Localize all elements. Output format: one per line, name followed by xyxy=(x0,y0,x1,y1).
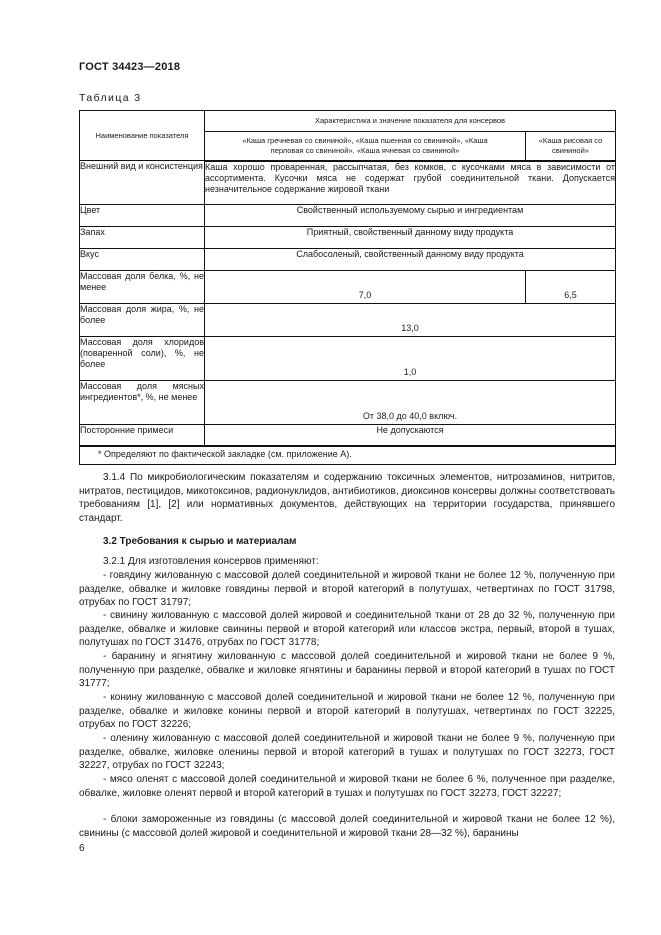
table-row xyxy=(80,205,616,227)
page-number: 6 xyxy=(79,843,85,854)
table-row xyxy=(80,271,616,304)
row-name: Внешний вид и консистенция xyxy=(80,161,205,205)
row-value: 1,0 xyxy=(205,337,616,381)
list-item-frozen-blocks: - блоки замороженные из говядины (с массовой долей соединительной и жировой ткани не более 12 %), свинины (с массовой долей жировой и соединительной и жировой ткани 28—32 %), баранины xyxy=(79,814,615,839)
row-value: Не допускаются xyxy=(205,425,616,446)
header-name-column: Наименование показателя xyxy=(80,111,205,161)
row-name: Массовая доля жира, %, не более xyxy=(80,304,205,337)
row-value-group-2: 6,5 xyxy=(526,271,616,304)
table-row xyxy=(80,381,616,425)
header-characteristic: Характеристика и значение показателя для консервов xyxy=(205,111,616,132)
header-group-2: «Каша рисовая со свининой» xyxy=(526,132,616,161)
standard-title: ГОСТ 34423—2018 xyxy=(79,61,181,73)
paragraph-3-2-1: 3.2.1 Для изготовления консервов применяют: xyxy=(103,556,319,567)
list-item-fawn: - мясо оленят с массовой долей соединительной и жировой ткани не более 6 %, полученное при разделке, обвалке, жиловке оленят первой и второй категорий в тушах и полутушах по ГОСТ 32273, ГОСТ 32227; xyxy=(79,774,615,799)
row-value: Каша хорошо проваренная, рассыпчатая, без комков, с кусочками мяса в зависимости от ассортимента. Кусочки мяса не содержат грубой соединительной ткани. Допускается незначительное содержание жировой ткани xyxy=(205,161,616,205)
paragraph-3-1-4: 3.1.4 По микробиологическим показателям и содержанию токсичных элементов, нитрозаминов, нитритов, нитратов, пестицидов, микотоксинов, радионуклидов, антибиотиков, диоксинов консервы должны соответствовать требованиям [1], [2] или нормативных документов, действующих на территории государства, принявшего стандарт. xyxy=(79,472,615,524)
row-value: Приятный, свойственный данному виду продукта xyxy=(205,227,616,249)
table-row xyxy=(80,425,616,446)
table-caption: Таблица 3 xyxy=(79,92,142,104)
table-row xyxy=(80,161,616,205)
row-value: Слабосоленый, свойственный данному виду продукта xyxy=(205,249,616,271)
row-name: Вкус xyxy=(80,249,205,271)
row-value: 13,0 xyxy=(205,304,616,337)
row-name: Массовая доля мясных ингредиентов*, %, не менее xyxy=(80,381,205,425)
row-name: Массовая доля хлоридов (поваренной соли), %, не более xyxy=(80,337,205,381)
row-name: Массовая доля белка, %, не менее xyxy=(80,271,205,304)
list-item-lamb: - баранину и ягнятину жилованную с массовой долей соединительной и жировой ткани не более 9 %, полученную при разделке, обвалке и жиловке ягнятины и баранины первой и второй категорий в тушах по ГОСТ 31777; xyxy=(79,651,615,690)
list-item-pork: - свинину жилованную с массовой долей жировой и соединительной ткани от 28 до 32 %, полученную при разделке, обвалке и жиловке свинины первой и второй категорий или классов экстра, первый, второй в тушах, полутушах по ГОСТ 31476, отрубах по ГОСТ 31778; xyxy=(79,610,615,649)
row-name: Посторонние примеси xyxy=(80,425,205,446)
list-item-horse: - конину жилованную с массовой долей соединительной и жировой ткани не более 12 %, полученную при разделке, обвалке и жиловке конины первой и второй категорий в полутушах, четвертинах по ГОСТ 32225, отрубах по ГОСТ 32226; xyxy=(79,692,615,731)
table-footnote: * Определяют по фактической закладке (см. приложение А). xyxy=(80,446,616,465)
table-row xyxy=(80,337,616,381)
row-value-group-1: 7,0 xyxy=(205,271,526,304)
table-row xyxy=(80,227,616,249)
list-item-venison: - оленину жилованную с массовой долей соединительной и жировой ткани не более 9 %, полученную при разделке, обвалке, жиловке оленины первой и второй категорий в тушах и полутушах по ГОСТ 32273, ГОСТ 32227, отрубах по ГОСТ 32243; xyxy=(79,733,615,772)
header-group-1: «Каша гречневая со свининой», «Каша пшенная со свининой», «Каша перловая со свининой», «Каша ячневая со свининой» xyxy=(205,132,526,161)
row-name: Запах xyxy=(80,227,205,249)
list-item-beef: - говядину жилованную с массовой долей соединительной и жировой ткани не более 12 %, полученную при разделке, обвалке и жиловке говядины первой и второй категорий в полутушах, четвертинах по ГОСТ 31798, отрубах по ГОСТ 31797; xyxy=(79,570,615,609)
specification-table xyxy=(79,110,616,465)
section-heading-3-2: 3.2 Требования к сырью и материалам xyxy=(103,536,297,547)
row-value: От 38,0 до 40,0 включ. xyxy=(205,381,616,425)
row-name: Цвет xyxy=(80,205,205,227)
table-row xyxy=(80,249,616,271)
table-row xyxy=(80,304,616,337)
row-value: Свойственный используемому сырью и ингредиентам xyxy=(205,205,616,227)
